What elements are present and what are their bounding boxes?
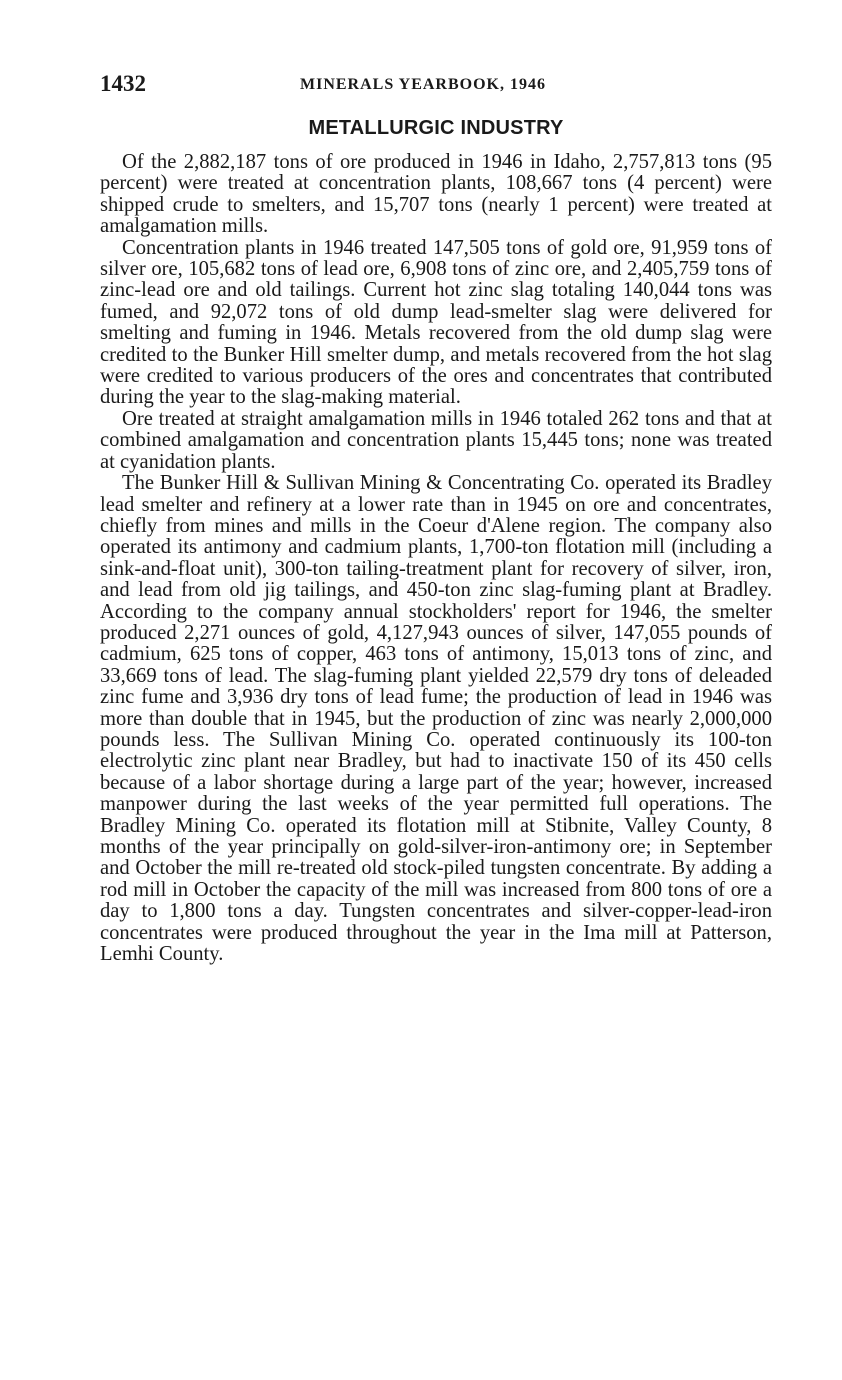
paragraph-companies: The Bunker Hill & Sullivan Mining & Concentrating Co. operated its Bradley lead smelter and refinery at a lower rate than in 1945 on ore and concentrates, chiefly from mines and mills in the Coeur d'Alene region. The company also operated its antimony and cadmium plants, 1,700-ton flotation mill (including a sink-and-float unit), 300-ton tailing-treatment plant for recovery of silver, iron, and lead from old jig tailings, and 450-ton zinc slag-fuming plant at Bradley. According to the company annual stockholders' report for 1946, the smelter produced 2,271 ounces of gold, 4,127,943 ounces of silver, 147,055 pounds of cadmium, 625 tons of copper, 463 tons of antimony, 15,013 tons of zinc, and 33,669 tons of lead. The slag-fuming plant yielded 22,579 dry tons of deleaded zinc fume and 3,936 dry tons of lead fume; the production of lead in 1946 was more than double that in 1945, but the production of zinc was nearly 2,000,000 pounds less. The Sullivan Mining Co. operated continuously its 100-ton electrolytic zinc plant near Bradley, but had to inactivate 150 of its 450 cells because of a labor shortage during a large part of the year; however, increased manpower during the last weeks of the year permitted full operations. The Bradley Mining Co. operated its flotation mill at Stibnite, Valley County, 8 months of the year principally on gold-silver-iron-antimony ore; in September and October the mill re-treated old stock-piled tungsten concentrate. By adding a rod mill in October the capacity of the mill was increased from 800 tons of ore a day to 1,800 tons a day. Tungsten concentrates and silver-copper-lead-iron concentrates were produced throughout the year in the Ima mill at Patterson, Lemhi County. xyxy=(100,472,772,966)
running-title: MINERALS YEARBOOK, 1946 xyxy=(300,76,546,93)
paragraph-amalgamation-mills: Ore treated at straight amalgamation mills in 1946 totaled 262 tons and that at combined amalgamation and concentration plants 15,445 tons; none was treated at cyanidation plants. xyxy=(100,407,772,473)
paragraph-concentration-plants: Concentration plants in 1946 treated 147,505 tons of gold ore, 91,959 tons of silver ore, 105,682 tons of lead ore, 6,908 tons of zinc ore, and 2,405,759 tons of zinc-lead ore and old tailings. Current hot zinc slag totaling 140,044 tons was fumed, and 92,072 tons of old dump lead-smelter slag were delivered for smelting and fuming in 1946. Metals recovered from the old dump slag were credited to the Bunker Hill smelter dump, and metals recovered from the hot slag were credited to various producers of the ores and concentrates that contributed during the year to the slag-making material. xyxy=(100,236,772,409)
body-text xyxy=(100,152,772,965)
paragraph-ore-production: Of the 2,882,187 tons of ore produced in 1946 in Idaho, 2,757,813 tons (95 percent) were treated at concentration plants, 108,667 tons (4 percent) were shipped crude to smelters, and 15,707 tons (nearly 1 percent) were treated at amalgamation mills. xyxy=(100,151,772,238)
section-title: METALLURGIC INDUSTRY xyxy=(308,117,564,139)
page-number: 1432 xyxy=(100,71,146,96)
running-head xyxy=(100,70,780,100)
